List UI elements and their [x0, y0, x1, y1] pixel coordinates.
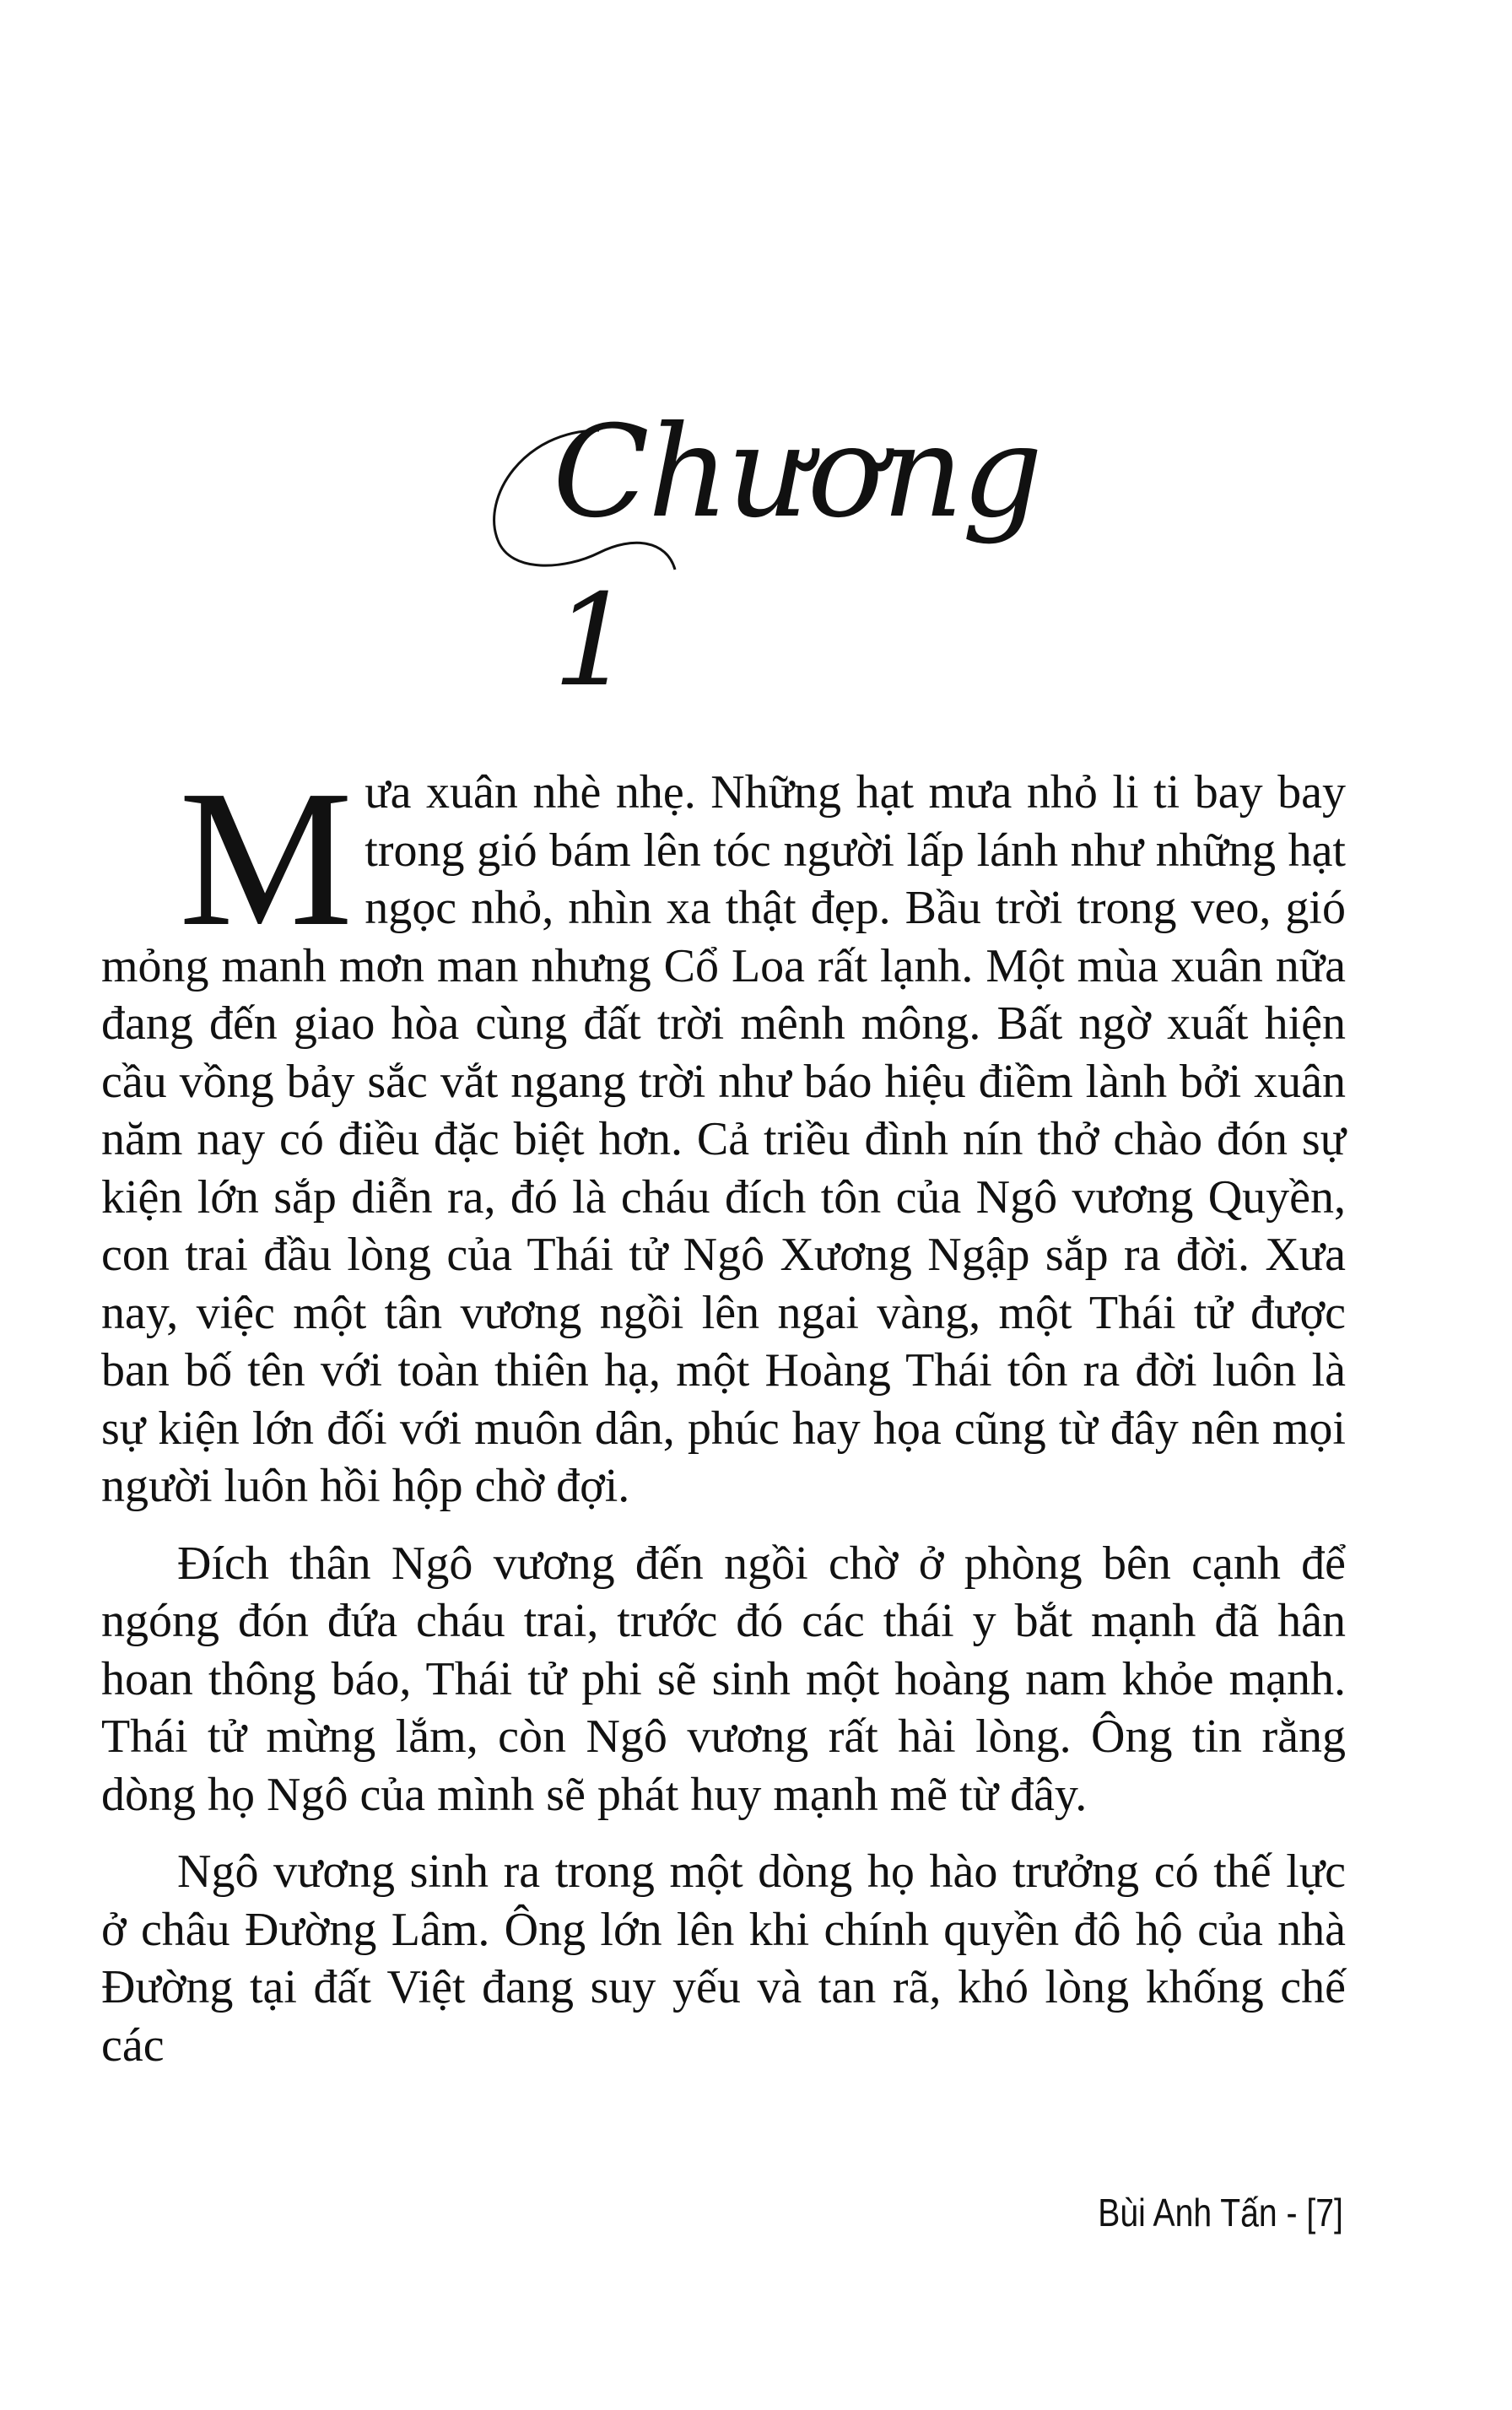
paragraph-2: Đích thân Ngô vương đến ngồi chờ ở phòng bên cạnh để ngóng đón đứa cháu trai, trước đó các thái y bắt mạnh đã hân hoan thông báo, Thái tử phi sẽ sinh một hoàng nam khỏe mạnh. Thái tử mừng lắm, còn Ngô vương rất hài lòng. Ông tin rằng dòng họ Ngô của mình sẽ phát huy mạnh mẽ từ đây. — [101, 1537, 1346, 1821]
drop-cap: M — [179, 750, 354, 967]
paragraph-1-text: ưa xuân nhè nhẹ. Những hạt mưa nhỏ li ti bay bay trong gió bám lên tóc người lấp lánh như những hạt ngọc nhỏ, nhìn xa thật đẹp. Bầu trời trong veo, gió mỏng manh mơn man nhưng Cổ Loa rất lạnh. Một mùa xuân nữa đang đến giao hòa cùng đất trời mênh mông. Bất ngờ xuất hiện cầu vồng bảy sắc vắt ngang trời như báo hiệu điềm lành bởi xuân năm nay có điều đặc biệt hơn. Cả triều đình nín thở chào đón sự kiện lớn sắp diễn ra, đó là cháu đích tôn của Ngô vương Quyền, con trai đầu lòng của Thái tử Ngô Xương Ngập sắp ra đời. Xưa nay, việc một tân vương ngồi lên ngai vàng, một Thái tử được ban bố tên với toàn thiên hạ, một Hoàng Thái tôn ra đời luôn là sự kiện lớn đối với muôn dân, phúc hay họa cũng từ đây nên mọi người luôn hồi hộp chờ đợi. — [101, 766, 1346, 1512]
paragraph-1 — [101, 750, 1346, 1516]
paragraph-3: Ngô vương sinh ra trong một dòng họ hào trưởng có thế lực ở châu Đường Lâm. Ông lớn lên khi chính quyền đô hộ của nhà Đường tại đất Việt đang suy yếu và tan rã, khó lòng khống chế các — [101, 1845, 1346, 2072]
chapter-body — [101, 750, 1346, 2094]
running-footer-page-number: Bùi Anh Tấn - [7] — [1098, 2191, 1343, 2234]
chapter-title-text: Chương 1 — [553, 399, 1041, 715]
chapter-heading — [472, 397, 1063, 715]
